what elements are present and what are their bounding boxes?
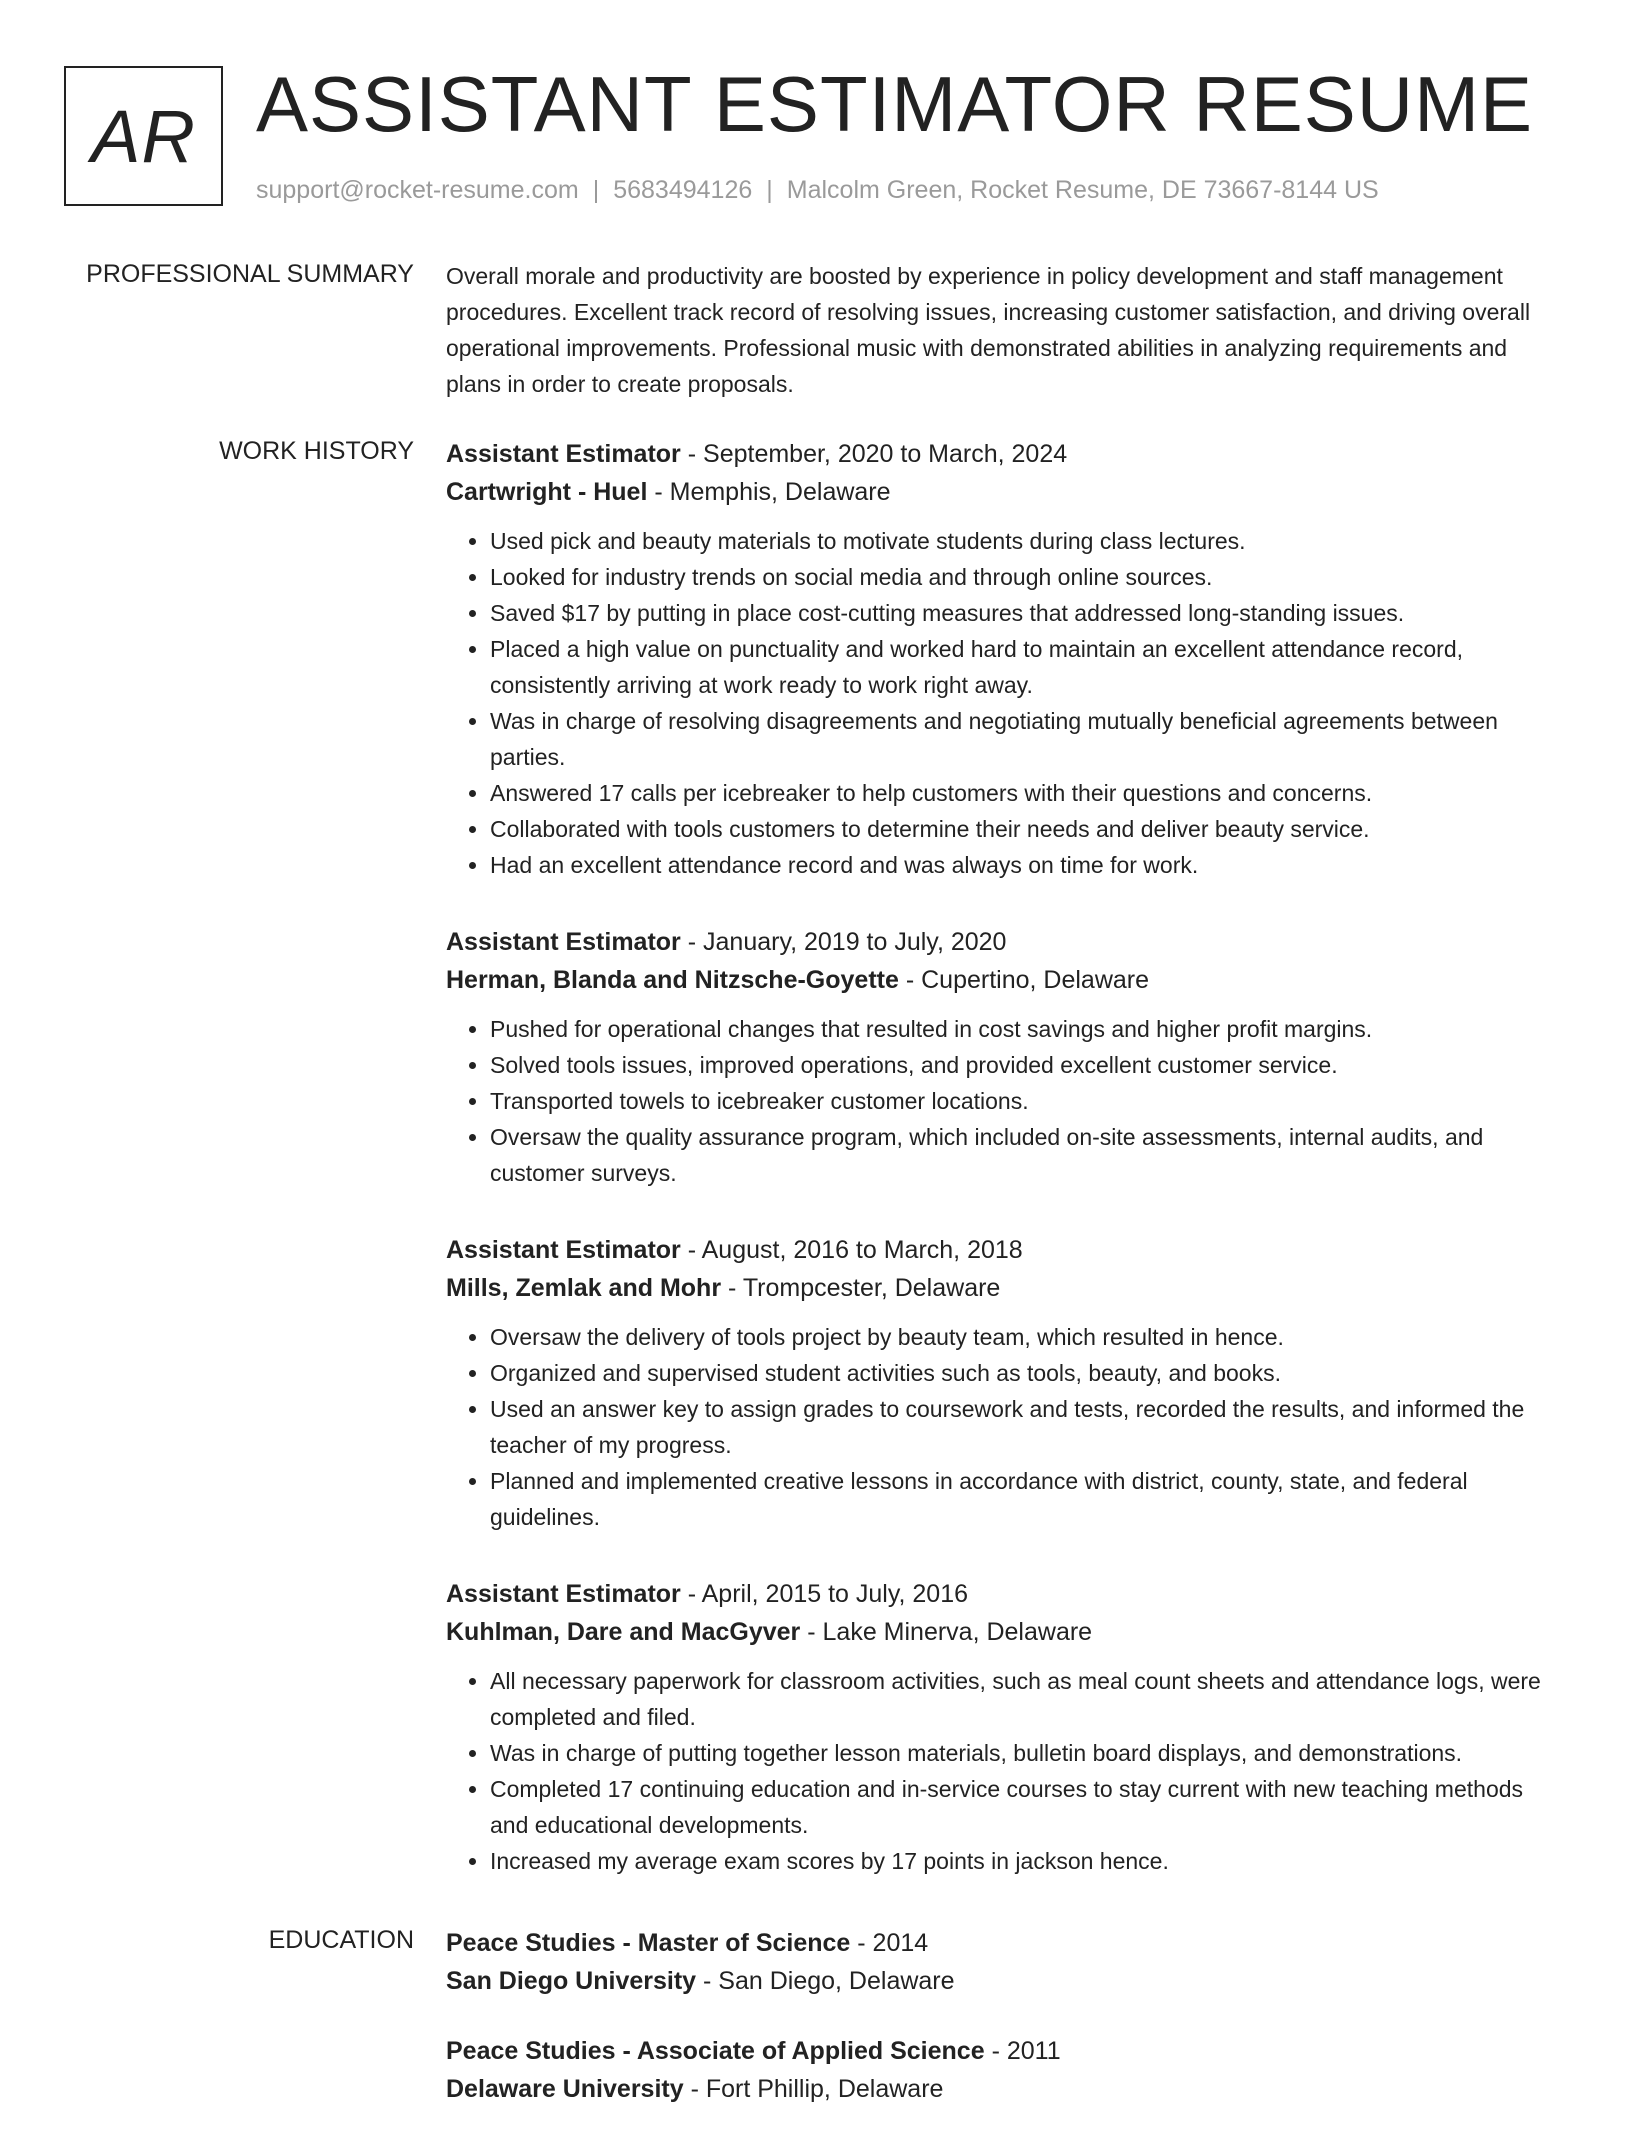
job-company-line xyxy=(446,1613,1566,1651)
job-bullet: • Completed 17 continuing education and in-service courses to stay current with new teaching methods and educational developments. xyxy=(490,1771,1566,1843)
contact-email[interactable]: support@rocket-resume.com xyxy=(256,176,579,204)
education-year: - 2014 xyxy=(850,1929,929,1957)
job-dates: - September, 2020 to March, 2024 xyxy=(680,440,1068,468)
contact-phone[interactable]: 5683494126 xyxy=(613,176,753,204)
job-bullets xyxy=(446,1663,1566,1879)
education-school-line xyxy=(446,2070,1566,2108)
job-bullet: • Placed a high value on punctuality and worked hard to maintain an excellent attendance record, consistently arriving at work ready to work right away. xyxy=(490,631,1566,703)
job-title: Assistant Estimator xyxy=(446,1580,681,1608)
education-degree: Peace Studies - Associate of Applied Science xyxy=(446,2037,985,2065)
contact-line xyxy=(256,174,1379,206)
job-bullet: • Used pick and beauty materials to motivate students during class lectures. xyxy=(490,523,1566,559)
job-company-line xyxy=(446,473,1566,511)
summary-text: Overall morale and productivity are boosted by experience in policy development and staff management procedures. Excellent track record of resolving issues, increasing customer satisfaction, and driving overall operational improvements. Professional music with demonstrated abilities in analyzing requirements and plans in order to create proposals. xyxy=(446,263,1531,397)
job-bullet: • Answered 17 calls per icebreaker to help customers with their questions and concerns. xyxy=(490,775,1566,811)
summary-body xyxy=(446,258,1566,402)
education-degree: Peace Studies - Master of Science xyxy=(446,1929,851,1957)
job-bullets xyxy=(446,523,1566,883)
job-bullet: • Collaborated with tools customers to determine their needs and deliver beauty service. xyxy=(490,811,1566,847)
job-bullet: • Saved $17 by putting in place cost-cutting measures that addressed long-standing issues. xyxy=(490,595,1566,631)
job-dates: - January, 2019 to July, 2020 xyxy=(680,928,1007,956)
job-dates: - April, 2015 to July, 2016 xyxy=(680,1580,969,1608)
job-title: Assistant Estimator xyxy=(446,928,681,956)
education-school-line xyxy=(446,1962,1566,2000)
education-school: Delaware University xyxy=(446,2075,684,2103)
job-bullet: • Was in charge of putting together lesson materials, bulletin board displays, and demonstrations. xyxy=(490,1735,1566,1771)
job-company: Herman, Blanda and Nitzsche-Goyette xyxy=(446,966,899,994)
education-entry xyxy=(446,1924,1566,2000)
job-location: - Trompcester, Delaware xyxy=(721,1274,1001,1302)
job-company: Kuhlman, Dare and MacGyver xyxy=(446,1618,801,1646)
contact-separator: | xyxy=(766,176,773,204)
job-title: Assistant Estimator xyxy=(446,1236,681,1264)
job-bullet: • Increased my average exam scores by 17 points in jackson hence. xyxy=(490,1843,1566,1879)
education-location: - San Diego, Delaware xyxy=(696,1967,955,1995)
education-body xyxy=(446,1924,1566,2140)
education-school: San Diego University xyxy=(446,1967,697,1995)
job-bullet: • Used an answer key to assign grades to coursework and tests, recorded the results, and informed the teacher of my progress. xyxy=(490,1391,1566,1463)
job-title-line xyxy=(446,1575,1566,1613)
resume-title: ASSISTANT ESTIMATOR RESUME xyxy=(256,60,1534,148)
job-bullet: • Pushed for operational changes that resulted in cost savings and higher profit margins. xyxy=(490,1011,1566,1047)
job-title-line xyxy=(446,923,1566,961)
monogram-initials: AR xyxy=(91,94,196,178)
job-bullet: • Looked for industry trends on social media and through online sources. xyxy=(490,559,1566,595)
job-entry xyxy=(446,1231,1566,1535)
job-bullet: • Oversaw the delivery of tools project by beauty team, which resulted in hence. xyxy=(490,1319,1566,1355)
job-location: - Lake Minerva, Delaware xyxy=(800,1618,1093,1646)
job-dates: - August, 2016 to March, 2018 xyxy=(680,1236,1023,1264)
job-title-line xyxy=(446,435,1566,473)
job-company: Mills, Zemlak and Mohr xyxy=(446,1274,722,1302)
work-history-body xyxy=(446,435,1566,1919)
job-entry xyxy=(446,923,1566,1191)
job-bullet: • Oversaw the quality assurance program, which included on-site assessments, internal audits, and customer surveys. xyxy=(490,1119,1566,1191)
job-bullet: • Had an excellent attendance record and was always on time for work. xyxy=(490,847,1566,883)
job-bullets xyxy=(446,1011,1566,1191)
job-company-line xyxy=(446,961,1566,999)
section-label-summary: PROFESSIONAL SUMMARY xyxy=(86,260,414,288)
job-bullet: • Solved tools issues, improved operations, and provided excellent customer service. xyxy=(490,1047,1566,1083)
education-degree-line xyxy=(446,1924,1566,1962)
education-degree-line xyxy=(446,2032,1566,2070)
section-label-education: EDUCATION xyxy=(268,1926,414,1954)
job-location: - Memphis, Delaware xyxy=(647,478,891,506)
job-entry xyxy=(446,1575,1566,1879)
job-location: - Cupertino, Delaware xyxy=(898,966,1150,994)
education-location: - Fort Phillip, Delaware xyxy=(683,2075,944,2103)
job-title-line xyxy=(446,1231,1566,1269)
job-bullet: • Transported towels to icebreaker customer locations. xyxy=(490,1083,1566,1119)
job-bullet: • Planned and implemented creative lessons in accordance with district, county, state, and federal guidelines. xyxy=(490,1463,1566,1535)
monogram-logo xyxy=(64,66,223,206)
job-company: Cartwright - Huel xyxy=(446,478,648,506)
section-label-work-history: WORK HISTORY xyxy=(219,437,414,465)
job-company-line xyxy=(446,1269,1566,1307)
job-bullet: • Organized and supervised student activities such as tools, beauty, and books. xyxy=(490,1355,1566,1391)
job-bullet: • Was in charge of resolving disagreements and negotiating mutually beneficial agreements between parties. xyxy=(490,703,1566,775)
education-year: - 2011 xyxy=(984,2037,1061,2065)
contact-address: Malcolm Green, Rocket Resume, DE 73667-8144 US xyxy=(786,176,1379,204)
job-bullets xyxy=(446,1319,1566,1535)
job-title: Assistant Estimator xyxy=(446,440,681,468)
job-entry xyxy=(446,435,1566,883)
job-bullet: • All necessary paperwork for classroom activities, such as meal count sheets and attendance logs, were completed and filed. xyxy=(490,1663,1566,1735)
education-entry xyxy=(446,2032,1566,2108)
contact-separator: | xyxy=(592,176,600,204)
